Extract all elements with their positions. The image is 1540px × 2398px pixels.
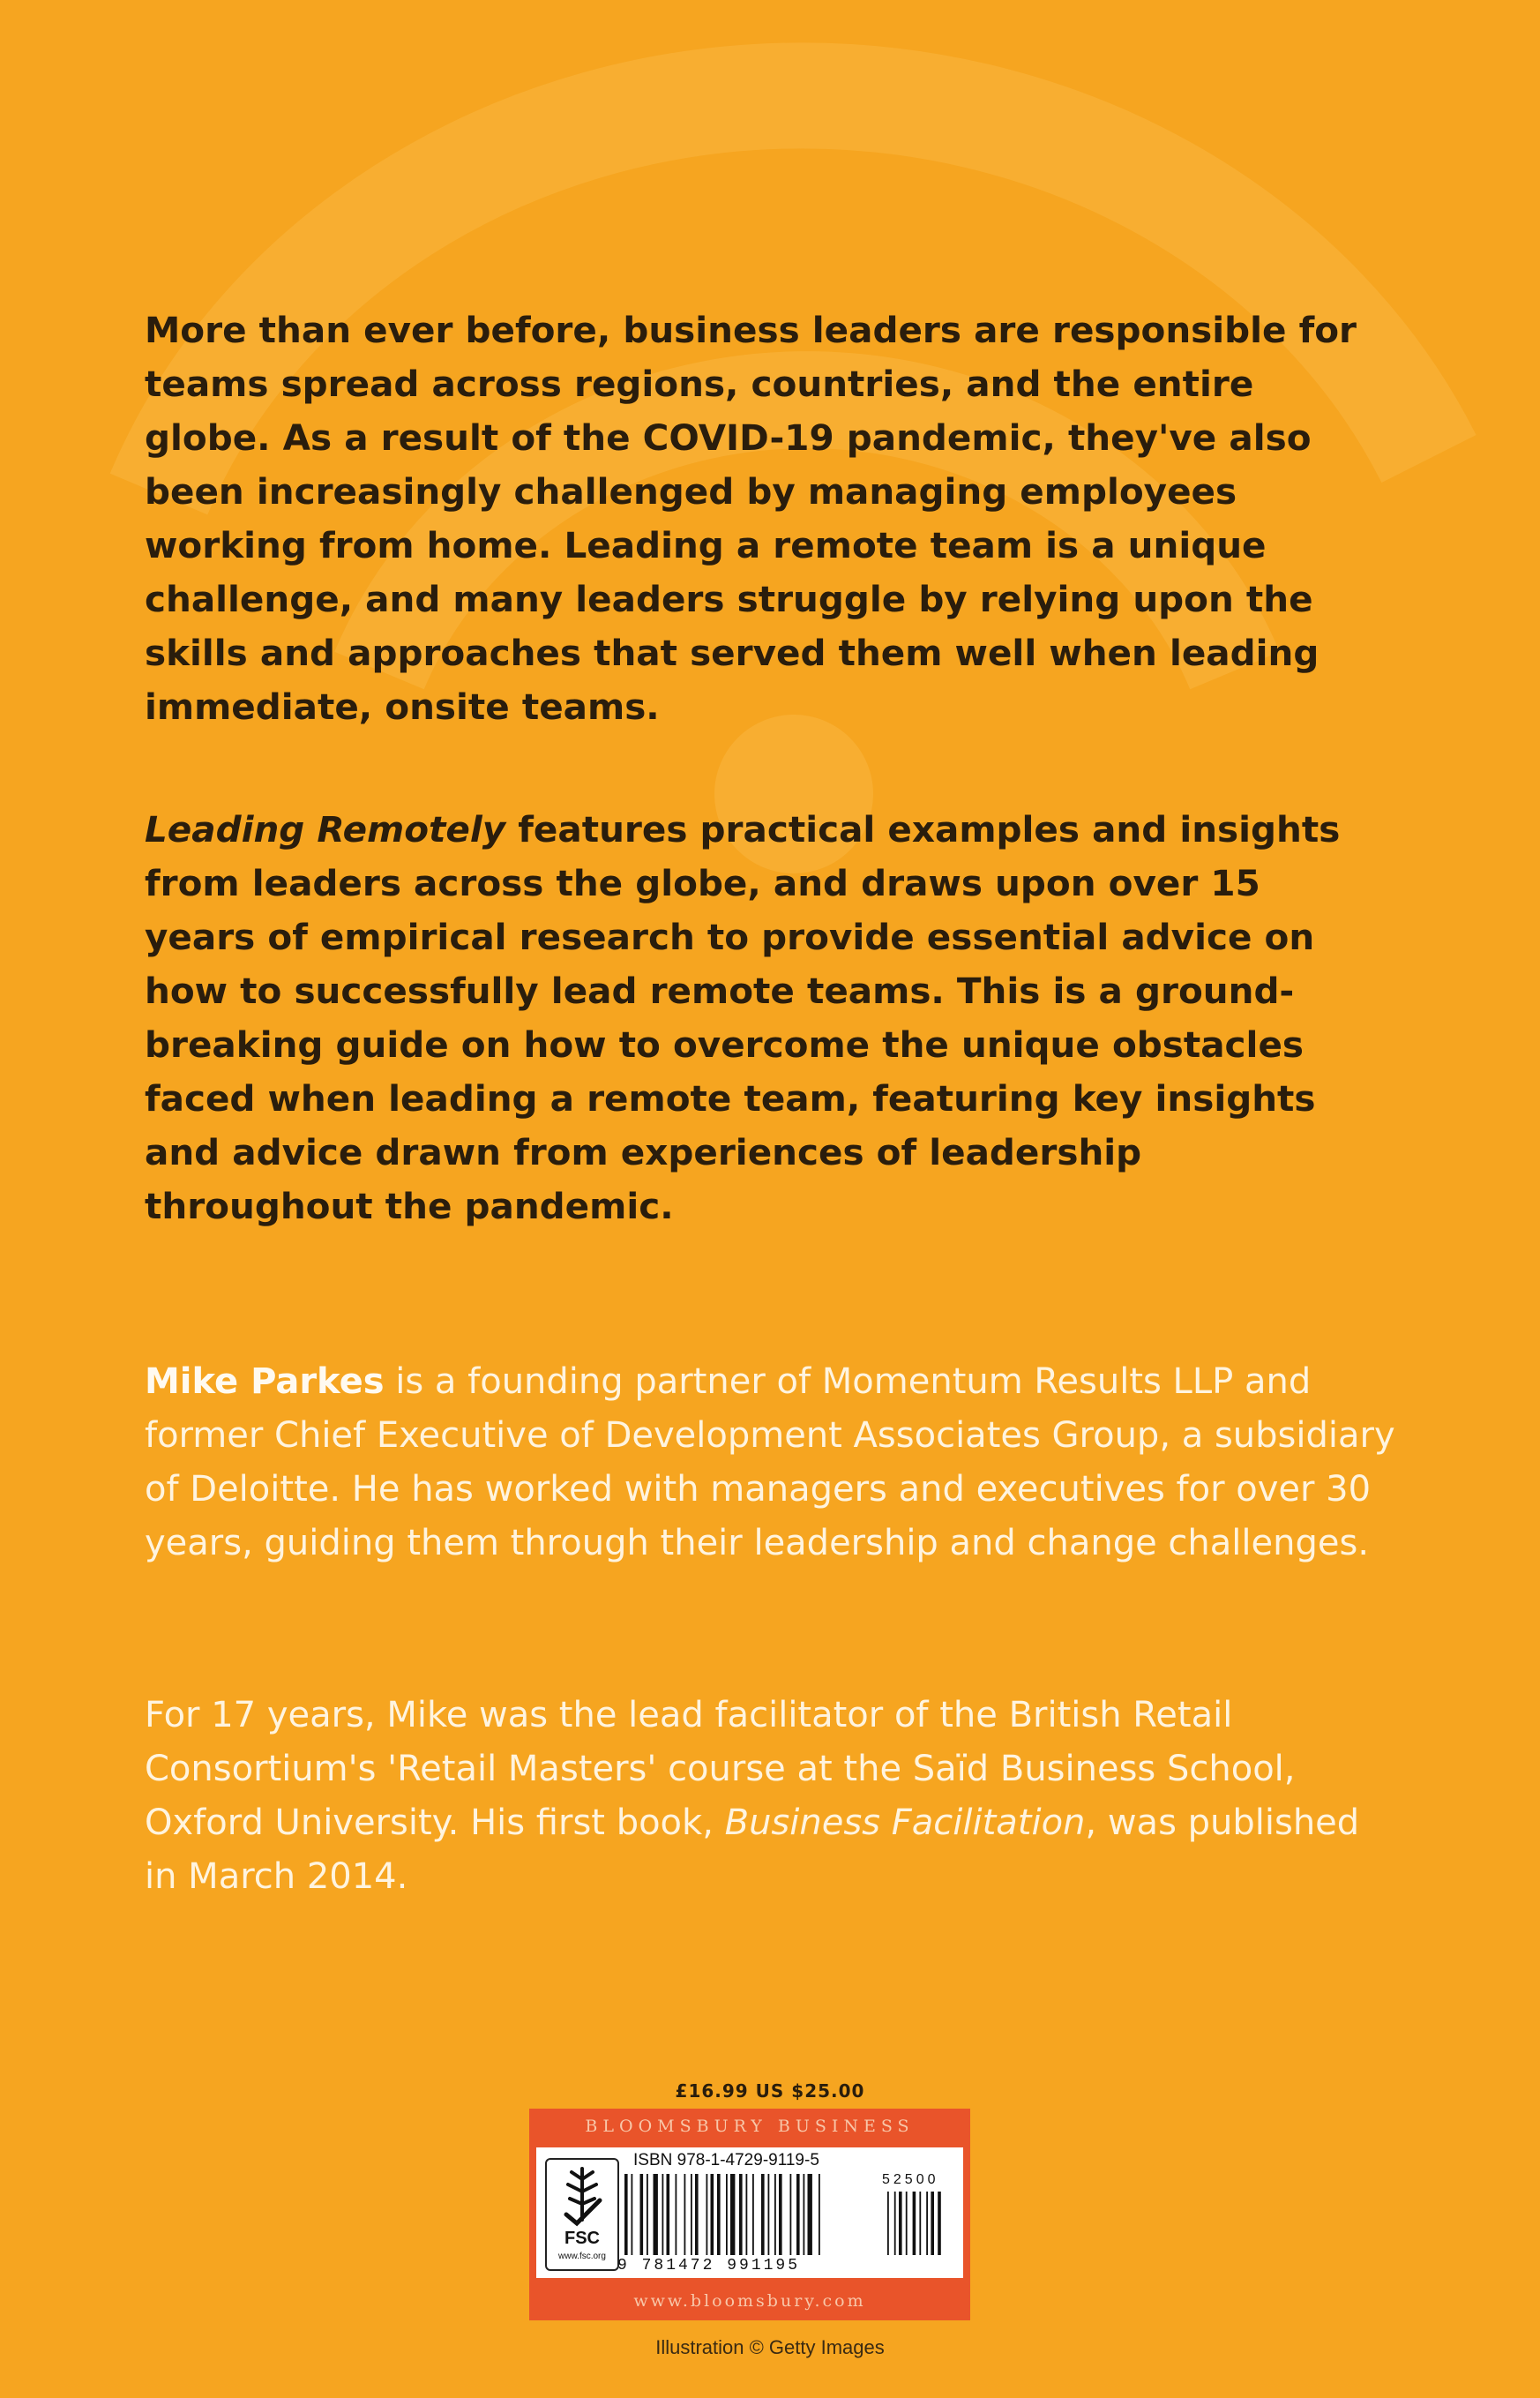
author-name: Mike Parkes (145, 1361, 385, 1402)
price-label: £16.99 US $25.00 (675, 2080, 865, 2102)
barcode-box (536, 2147, 963, 2278)
author-bio-2-end: , was published in March 2014. (145, 1802, 1360, 1897)
author-bio-paragraph-1 (145, 1355, 1397, 1570)
blurb-paragraph-1: More than ever before, business leaders are responsible for teams spread across regions, countries, and the entire globe. As a result of the COVID-19 pandemic, they've also been increasingly challenged by managing employees working from home. Leading a remote team is a unique challenge, and many leaders struggle by relying upon the skills and approaches that served them well when leading immediate, onsite teams. (145, 309, 1357, 728)
author-bio-paragraph-2 (145, 1689, 1397, 1904)
book-title: Leading Remotely (145, 808, 506, 851)
fsc-logo-text: FSC (564, 2229, 600, 2248)
illustration-credit: Illustration © Getty Images (655, 2336, 885, 2358)
barcode-number: 9 781472 991195 (617, 2257, 801, 2274)
publisher-website: www.bloomsbury.com (633, 2291, 866, 2311)
fsc-logo (545, 2158, 619, 2271)
barcode-panel (529, 2109, 970, 2320)
tree-check-icon (547, 2162, 617, 2229)
blurb-paragraph-2-text: features practical examples and insights from leaders across the globe, and draws upon over 15 years of empirical research to provide essential advice on how to successfully lead remote teams. This is a ground-breaking guide on how to overcome the unique obstacles faced when leading a remote team, featuring key insights and advice drawn from experiences of leadership throughout the pandemic. (145, 808, 1341, 1227)
fsc-url: www.fsc.org (558, 2252, 606, 2261)
price-addon-code: 52500 (882, 2172, 939, 2187)
author-bio-text: is a founding partner of Momentum Results LLP and former Chief Executive of Development Associates Group, a subsidiary of Deloitte. He has worked with managers and executives for over 30 years, guiding them through their leadership and change challenges. (145, 1361, 1395, 1563)
isbn-label: ISBN 978-1-4729-9119-5 (633, 2151, 819, 2169)
blurb-paragraph-2 (145, 803, 1379, 1233)
previous-book-title: Business Facilitation (724, 1802, 1086, 1843)
publisher-name: BLOOMSBURY BUSINESS (585, 2117, 915, 2136)
barcode-icon (624, 2174, 960, 2259)
author-bio-2-start: For 17 years, Mike was the lead facilitator of the British Retail Consortium's 'Retail Masters' course at the Saïd Business School, Oxford University. His first book, (145, 1695, 1296, 1843)
